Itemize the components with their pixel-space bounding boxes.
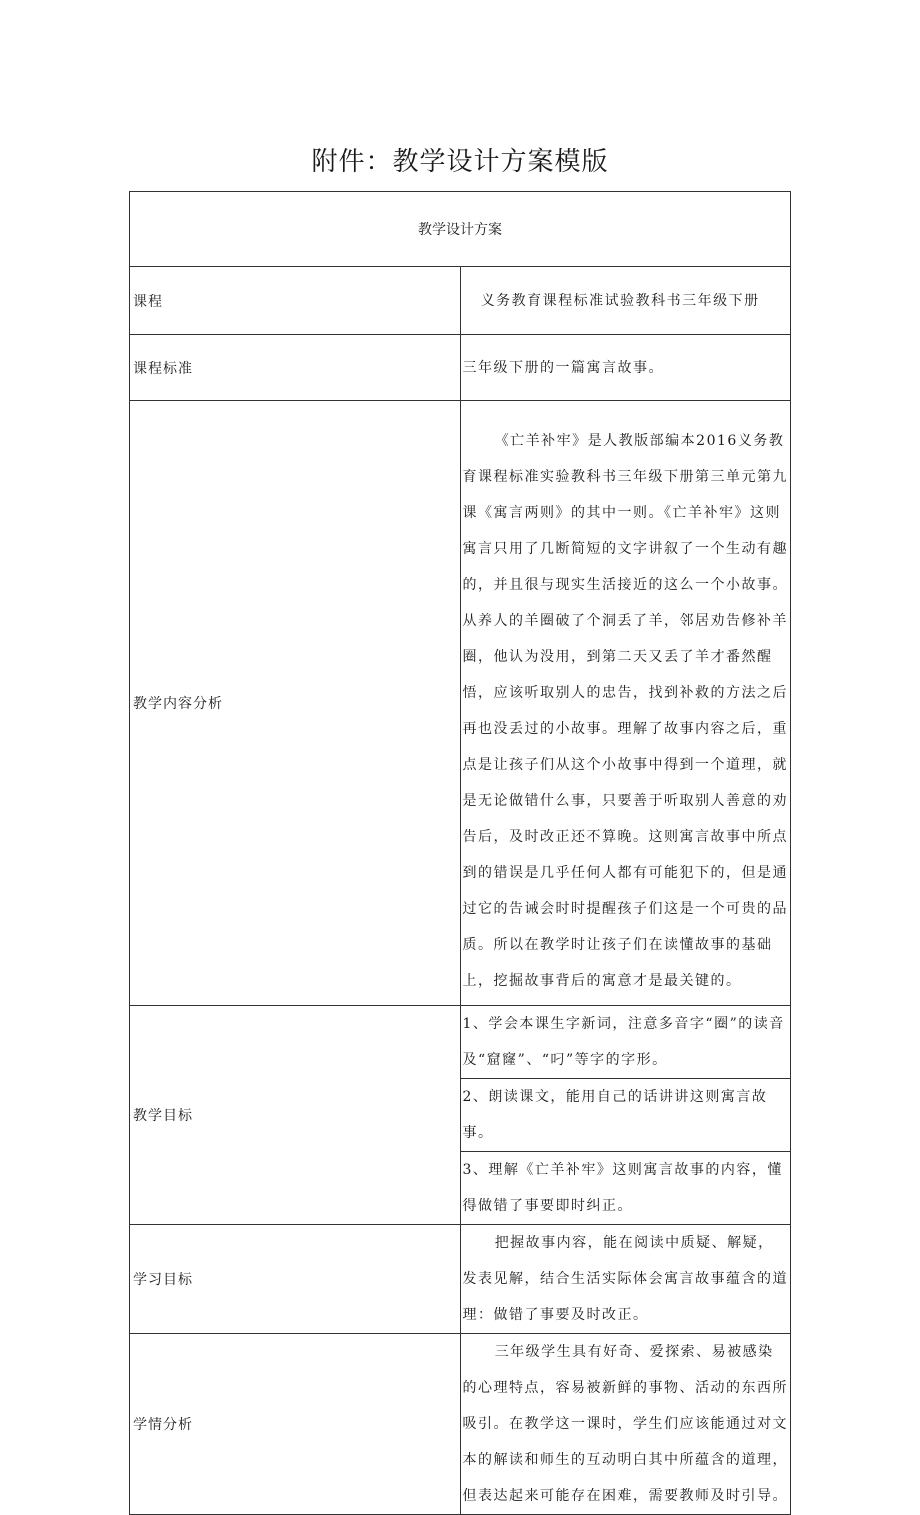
- teaching-goal-item: 3、理解《亡羊补牢》这则寓言故事的内容，懂得做错了事要即时纠正。: [460, 1152, 791, 1225]
- table-header-row: [130, 192, 791, 267]
- standard-label: 课程标准: [130, 335, 461, 401]
- learner-analysis-text: 三年级学生具有好奇、爱探索、易被感染的心理特点，容易被新鲜的事物、活动的东西所吸引。在教学这一课时，学生们应该能通过对文本的解读和师生的互动明白其中所蕴含的道理，但表达起来可能存在困难，需要教师及时引导。: [460, 1334, 791, 1515]
- learning-goals-label: 学习目标: [130, 1225, 461, 1334]
- document-title: 附件：教学设计方案模版: [311, 147, 609, 177]
- learner-analysis-label: 学情分析: [130, 1334, 461, 1515]
- course-value: 义务教育课程标准试验教科书三年级下册: [460, 267, 791, 335]
- table-row-learning-goals: [130, 1225, 791, 1334]
- table-header: 教学设计方案: [130, 192, 791, 267]
- table-row-standard: [130, 335, 791, 401]
- table-row-learner-analysis: [130, 1334, 791, 1515]
- standard-value: 三年级下册的一篇寓言故事。: [460, 335, 791, 401]
- learning-goals-text: 把握故事内容，能在阅读中质疑、解疑，发表见解，结合生活实际体会寓言故事蕴含的道理：做错了事要及时改正。: [460, 1225, 791, 1334]
- teaching-goal-item: 1、学会本课生字新词，注意多音字“圈”的读音及“窟窿”、“叼”等字的字形。: [460, 1006, 791, 1079]
- table-row-teaching-goal-1: [130, 1006, 791, 1079]
- teaching-goal-item: 2、朗读课文，能用自己的话讲讲这则寓言故事。: [460, 1079, 791, 1152]
- content-analysis-text: 《亡羊补牢》是人教版部编本2016义务教育课程标准实验教科书三年级下册第三单元第九课《寓言两则》的其中一则。《亡羊补牢》这则寓言只用了几断简短的文字讲叙了一个生动有趣的，并且很与现实生活接近的这么一个小故事。从养人的羊圈破了个洞丢了羊，邻居劝告修补羊圈，他认为没用，到第二天又丢了羊才番然醒悟，应该听取别人的忠告，找到补救的方法之后再也没丢过的小故事。理解了故事内容之后，重点是让孩子们从这个小故事中得到一个道理，就是无论做错什么事，只要善于听取别人善意的劝告后，及时改正还不算晚。这则寓言故事中所点到的错误是几乎任何人都有可能犯下的，但是通过它的告诫会时时提醒孩子们这是一个可贵的品质。所以在教学时让孩子们在读懂故事的基础上，挖掘故事背后的寓意才是最关键的。: [460, 401, 791, 1006]
- course-label: 课程: [130, 267, 461, 335]
- lesson-plan-table: [129, 191, 791, 1515]
- table-row-content-analysis: [130, 401, 791, 1006]
- teaching-goals-label: 教学目标: [130, 1006, 461, 1225]
- table-row-course: [130, 267, 791, 335]
- content-analysis-label: 教学内容分析: [130, 401, 461, 1006]
